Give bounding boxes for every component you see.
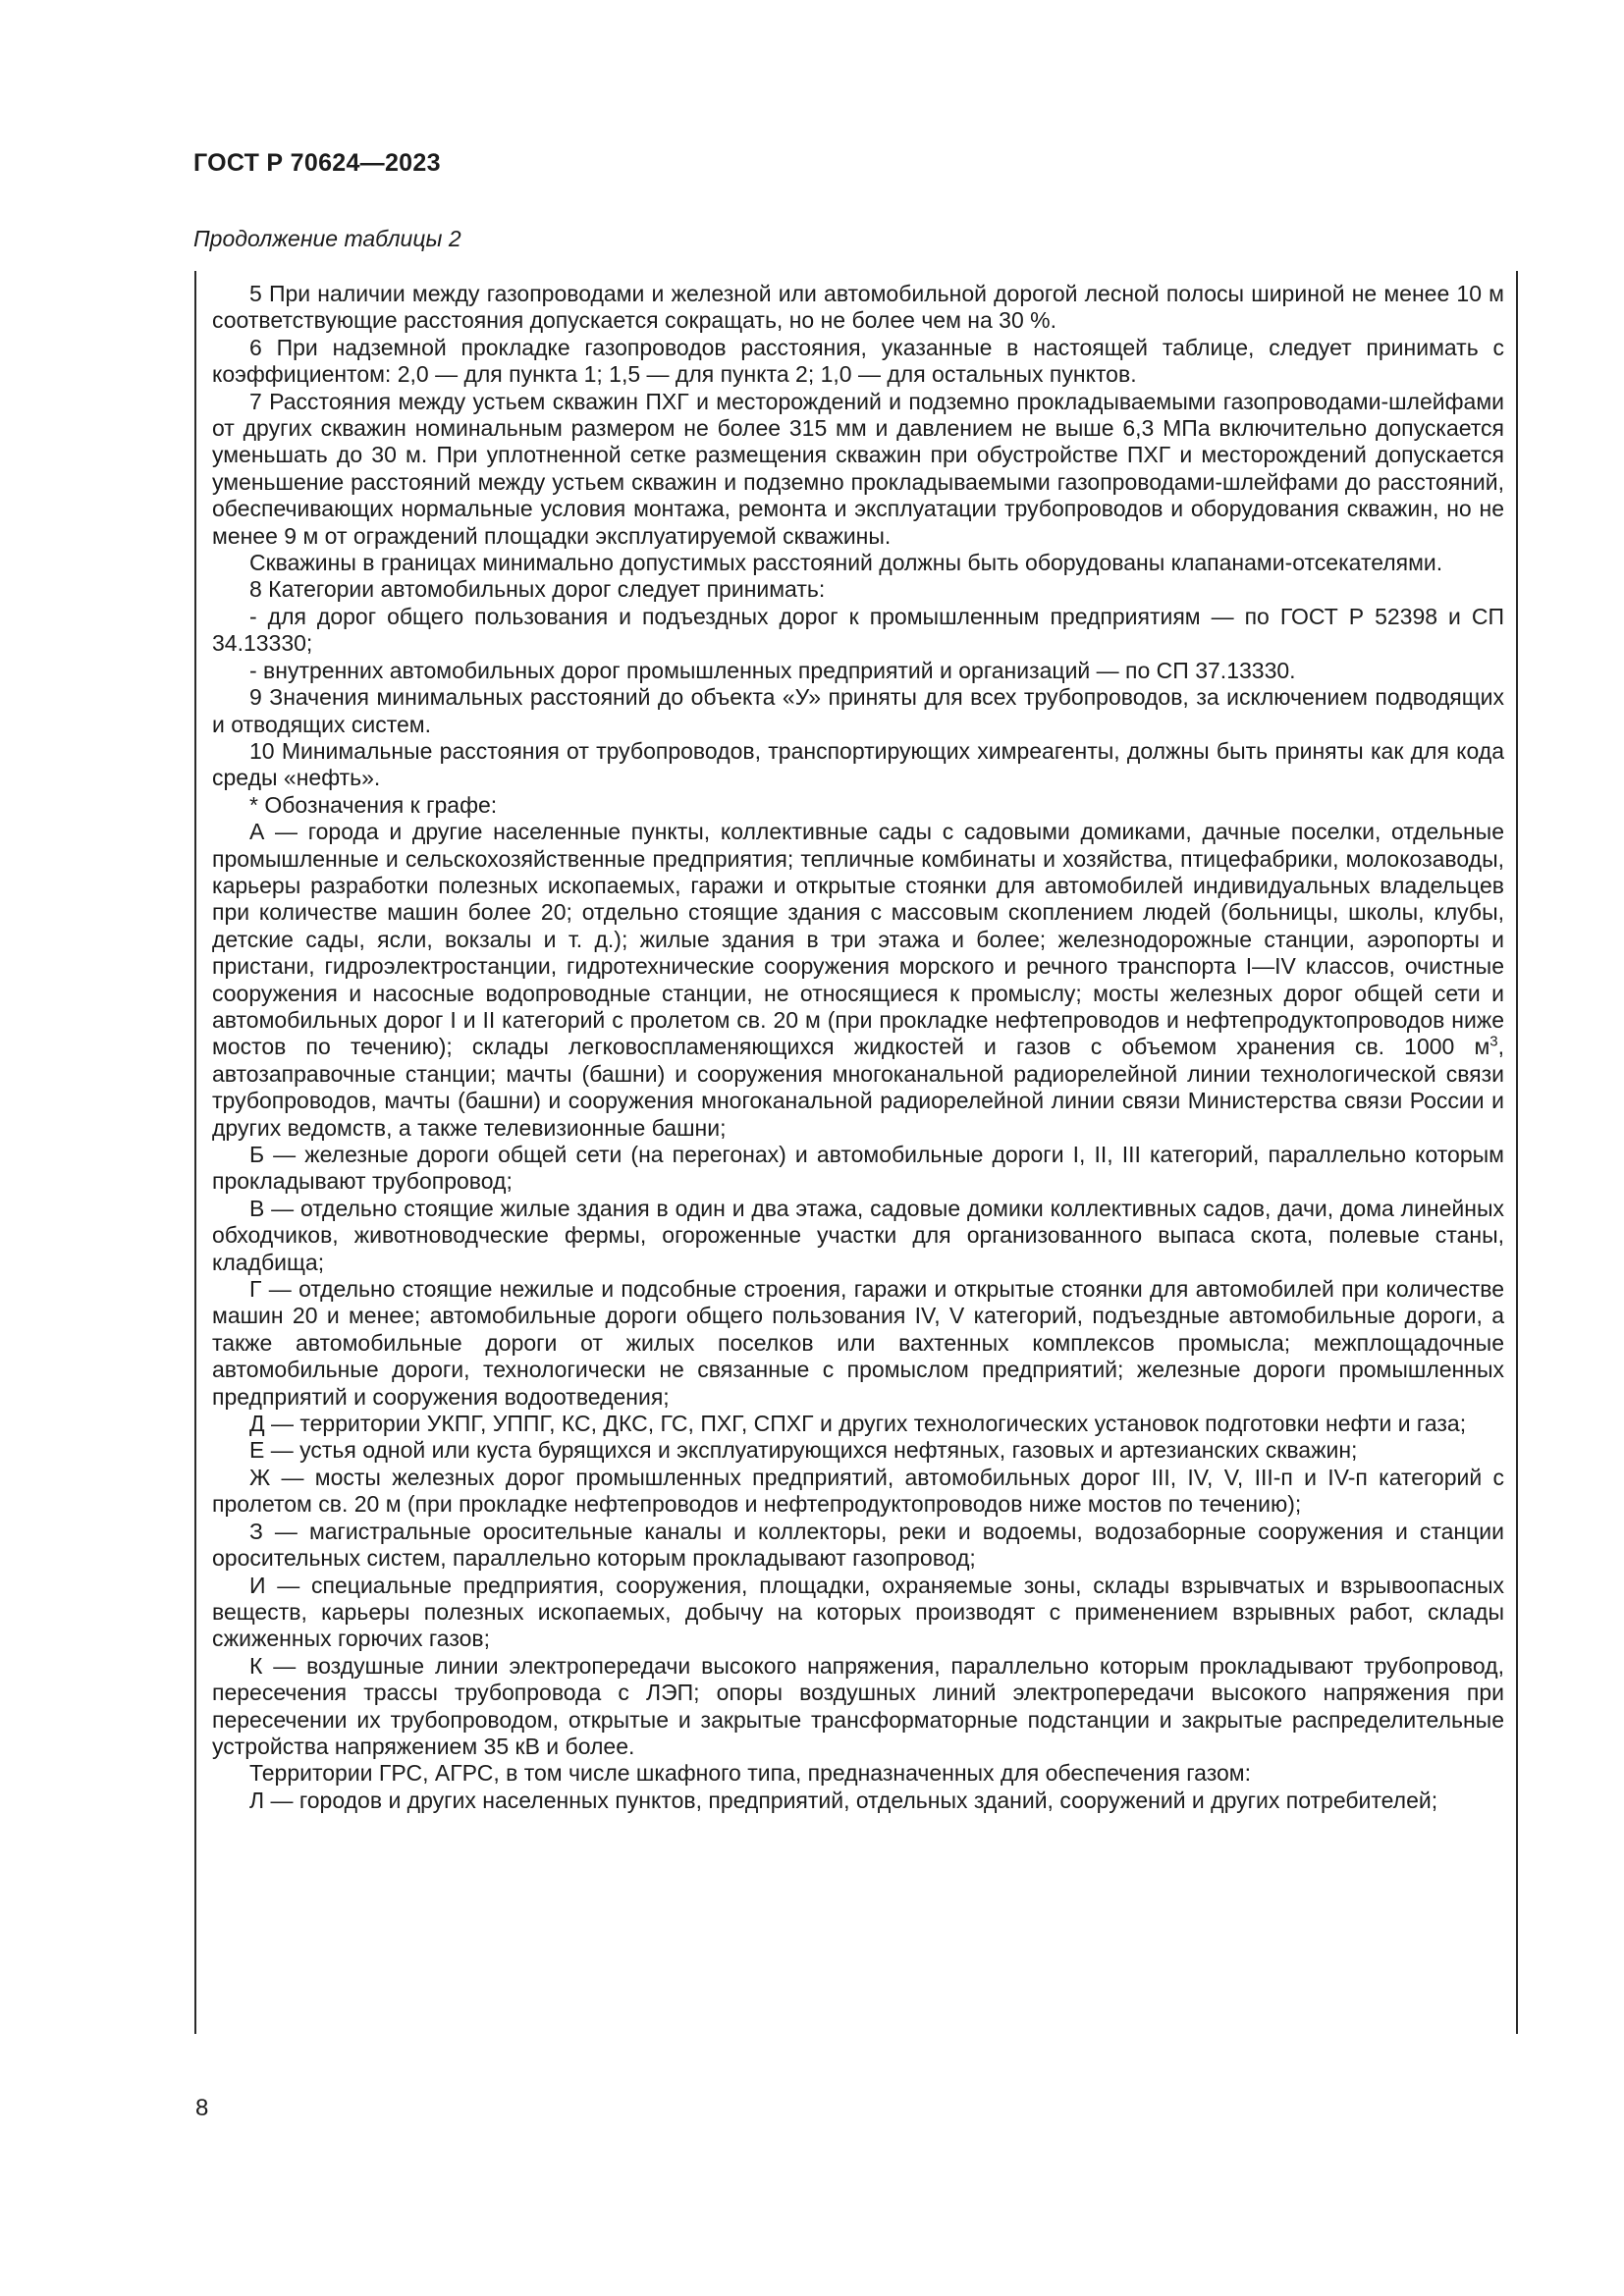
note-8: 8 Категории автомобильных дорог следует принимать: — [249, 576, 826, 603]
legend-item-k: К — воздушные линии электропередачи высокого напряжения, параллельно которым прокладывают трубопровод, пересечения трассы трубопровода с ЛЭП; опоры воздушных линий электропередачи высокого напряжения при пересечении их трубопроводом, открытые и закрытые трансформаторные подстанции и закрытые распределительные устройства напряжением 35 кВ и более. — [212, 1652, 1504, 1759]
document-code: ГОСТ Р 70624—2023 — [193, 149, 441, 177]
legend-item-a-superscript: 3 — [1489, 1033, 1498, 1050]
legend-item-g: Г — отдельно стоящие нежилые и подсобные строения, гаражи и открытые стоянки для автомобилей при количестве машин 20 и менее; автомобильные дороги общего пользования IV, V категорий, подъездные автомобильные дороги, а также автомобильные дороги от жилых поселков или вахтенных комплексов промысла; межплощадочные автомобильные дороги, технологически не связанные с промыслом предприятий; железные дороги промышленных предприятий и сооружения водоотведения; — [212, 1276, 1504, 1410]
note-10: 10 Минимальные расстояния от трубопроводов, транспортирующих химреагенты, должны быть приняты как для кода среды «нефть». — [212, 737, 1504, 791]
page-number: 8 — [195, 2095, 209, 2121]
note-7-wells: Скважины в границах минимально допустимых расстояний должны быть оборудованы клапанами-отсекателями. — [249, 550, 1443, 576]
table-notes — [212, 281, 1504, 1814]
legend-item-e: Е — устья одной или куста бурящихся и эксплуатирующихся нефтяных, газовых и артезианских скважин; — [249, 1437, 1358, 1464]
note-6: 6 При надземной прокладке газопроводов расстояния, указанные в настоящей таблице, следует принимать с коэффициентом: 2,0 — для пункта 1; 1,5 — для пункта 2; 1,0 — для остальных пунктов. — [212, 334, 1504, 388]
note-7: 7 Расстояния между устьем скважин ПХГ и месторождений и подземно прокладываемыми газопроводами-шлейфами от других скважин номинальным размером не более 315 мм и давлением не выше 6,3 МПа включительно допускается уменьшать до 30 м. При уплотненной сетке размещения скважин при обустройстве ПХГ и месторождений допускается уменьшение расстояний между устьем скважин и подземно прокладываемыми газопроводами-шлейфами до расстояний, обеспечивающих нормальные условия монтажа, ремонта и эксплуатации трубопроводов и оборудования скважин, но не менее 9 м от ограждений площадки эксплуатируемой скважины. — [212, 388, 1504, 549]
legend-item-b: Б — железные дороги общей сети (на перегонах) и автомобильные дороги I, II, III категорий, параллельно которым прокладывают трубопровод; — [212, 1142, 1504, 1195]
legend-item-d: Д — территории УКПГ, УППГ, КС, ДКС, ГС, ПХГ, СПХГ и других технологических установок подготовки нефти и газа; — [249, 1411, 1467, 1437]
note-8-public-roads: - для дорог общего пользования и подъездных дорог к промышленным предприятиям — по ГОСТ Р 52398 и СП 34.13330; — [212, 603, 1504, 657]
legend-item-l: Л — городов и других населенных пунктов, предприятий, отдельных зданий, сооружений и других потребителей; — [249, 1787, 1438, 1813]
note-9: 9 Значения минимальных расстояний до объекта «У» приняты для всех трубопроводов, за исключением подводящих и отводящих систем. — [212, 684, 1504, 737]
legend-item-a-text-end: , автозаправочные станции; мачты (башни) и сооружения многоканальной радиорелейной линии технологической связи трубопроводов, мачты (башни) и сооружения многоканальной радиорелейной линии связи Министерства связи России и других ведомств, а также телевизионные башни; — [212, 1034, 1504, 1141]
note-8-internal-roads: - внутренних автомобильных дорог промышленных предприятий и организаций — по СП 37.13330. — [249, 657, 1296, 683]
legend-item-z: З — магистральные оросительные каналы и коллекторы, реки и водоемы, водозаборные сооружения и станции оросительных систем, параллельно которым прокладывают газопровод; — [212, 1518, 1504, 1572]
legend-item-a-text: А — города и другие населенные пункты, коллективные сады с садовыми домиками, дачные поселки, отдельные промышленные и сельскохозяйственные предприятия; тепличные комбинаты и хозяйства, птицефабрики, молокозаводы, карьеры разработки полезных ископаемых, гаражи и открытые стоянки для автомобилей индивидуальных владельцев при количестве машин более 20; отдельно стоящие здания с массовым скоплением людей (больницы, школы, клубы, детские сады, ясли, вокзалы и т. д.); жилые здания в три этажа и более; железнодорожные станции, аэропорты и пристани, гидроэлектростанции, гидротехнические сооружения морского и речного транспорта I—IV классов, очистные сооружения и насосные водопроводные станции, не относящиеся к промыслу; мосты железных дорог общей сети и автомобильных дорог I и II категорий с пролетом св. 20 м (при прокладке нефтепроводов и нефтепродуктопроводов ниже мостов по течению); склады легковоспламеняющихся жидкостей и газов с объемом хранения св. 1000 м — [212, 819, 1504, 1060]
table-continuation-caption: Продолжение таблицы 2 — [193, 226, 461, 251]
legend-heading: * Обозначения к графе: — [249, 791, 498, 818]
legend-item-i: И — специальные предприятия, сооружения, площадки, охраняемые зоны, склады взрывчатых и взрывоопасных веществ, карьеры полезных ископаемых, добычу на которых производят с применением взрывных работ, склады сжиженных горючих газов; — [212, 1572, 1504, 1652]
legend-item-zh: Ж — мосты железных дорог промышленных предприятий, автомобильных дорог III, IV, V, III-п и IV-п категорий с пролетом св. 20 м (при прокладке нефтепроводов и нефтепродуктопроводов ниже мостов по течению); — [212, 1464, 1504, 1518]
note-5: 5 При наличии между газопроводами и железной или автомобильной дорогой лесной полосы шириной не менее 10 м соответствующие расстояния допускается сокращать, но не более чем на 30 %. — [212, 281, 1504, 334]
legend-grs-territories: Территории ГРС, АГРС, в том числе шкафного типа, предназначенных для обеспечения газом: — [249, 1760, 1251, 1787]
legend-item-v: В — отдельно стоящие жилые здания в один и два этажа, садовые домики коллективных садов, дачи, дома линейных обходчиков, животноводческие фермы, огороженные участки для организованного выпаса скота, полевые станы, кладбища; — [212, 1195, 1504, 1275]
legend-item-a — [212, 819, 1504, 1142]
